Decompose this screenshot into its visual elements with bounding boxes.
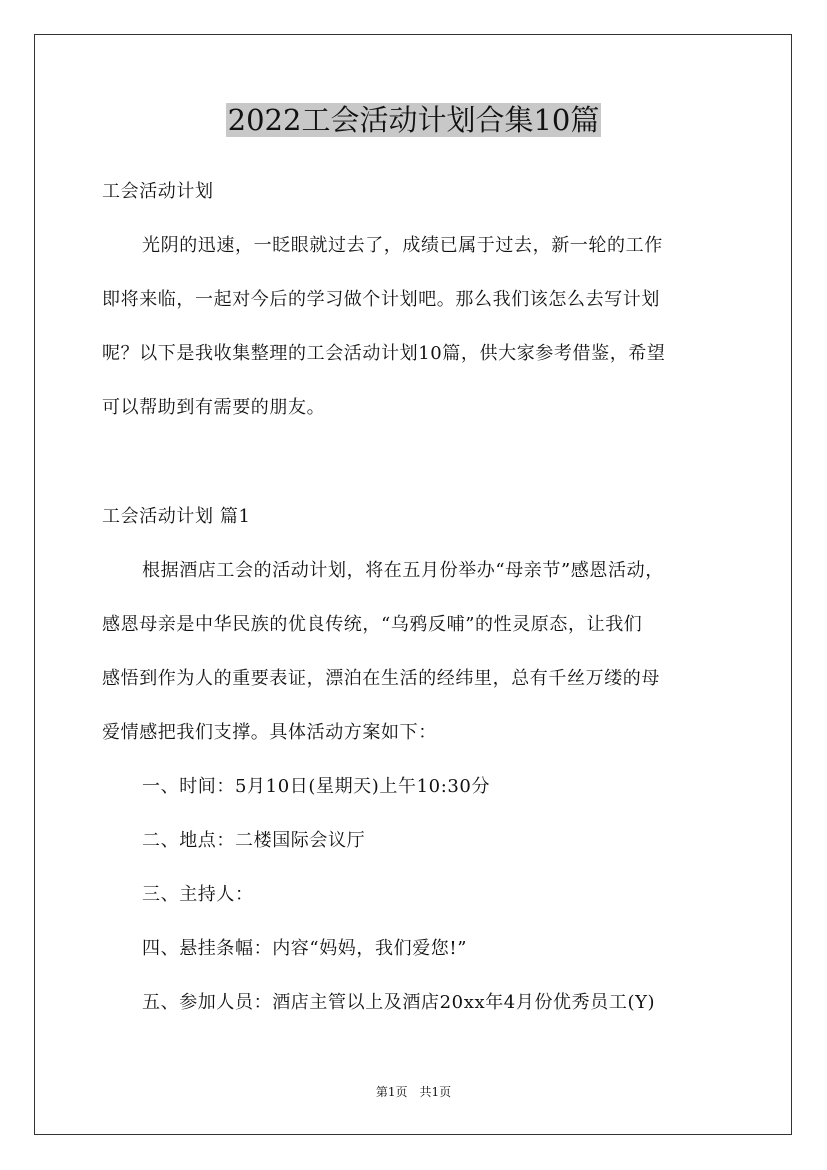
body-line: 五、参加人员：酒店主管以上及酒店20xx年4月份优秀员工(Y) [142, 992, 656, 1013]
body-line: 可以帮助到有需要的朋友。 [102, 397, 326, 418]
body-line: 呢？以下是我收集整理的工会活动计划10篇，供大家参考借鉴，希望 [102, 343, 666, 364]
body-line: 三、主持人： [142, 884, 254, 905]
body-line: 一、时间：5月10日(星期天)上午10:30分 [142, 776, 491, 797]
body-line: 感悟到作为人的重要表证，漂泊在生活的经纬里，总有千丝万缕的母 [102, 668, 660, 689]
body-line: 感恩母亲是中华民族的优良传统，“乌鸦反哺”的性灵原态，让我们 [102, 614, 643, 635]
document-title-text: 2022工会活动计划合集10篇 [227, 103, 600, 137]
document-title [0, 98, 827, 142]
body-line: 即将来临，一起对今后的学习做个计划吧。那么我们该怎么去写计划 [102, 289, 660, 310]
body-line: 工会活动计划 [102, 181, 214, 202]
body-line: 根据酒店工会的活动计划，将在五月份举办“母亲节”感恩活动， [142, 560, 664, 581]
body-line: 二、地点：二楼国际会议厅 [142, 830, 366, 851]
body-line: 爱情感把我们支撑。具体活动方案如下： [102, 722, 437, 743]
body-line: 工会活动计划 篇1 [102, 506, 251, 527]
body-line: 光阴的迅速，一眨眼就过去了，成绩已属于过去，新一轮的工作 [142, 235, 663, 256]
body-line: 四、悬挂条幅：内容“妈妈，我们爱您!” [142, 938, 468, 959]
page-footer: 第1页 共1页 [375, 1085, 452, 1099]
